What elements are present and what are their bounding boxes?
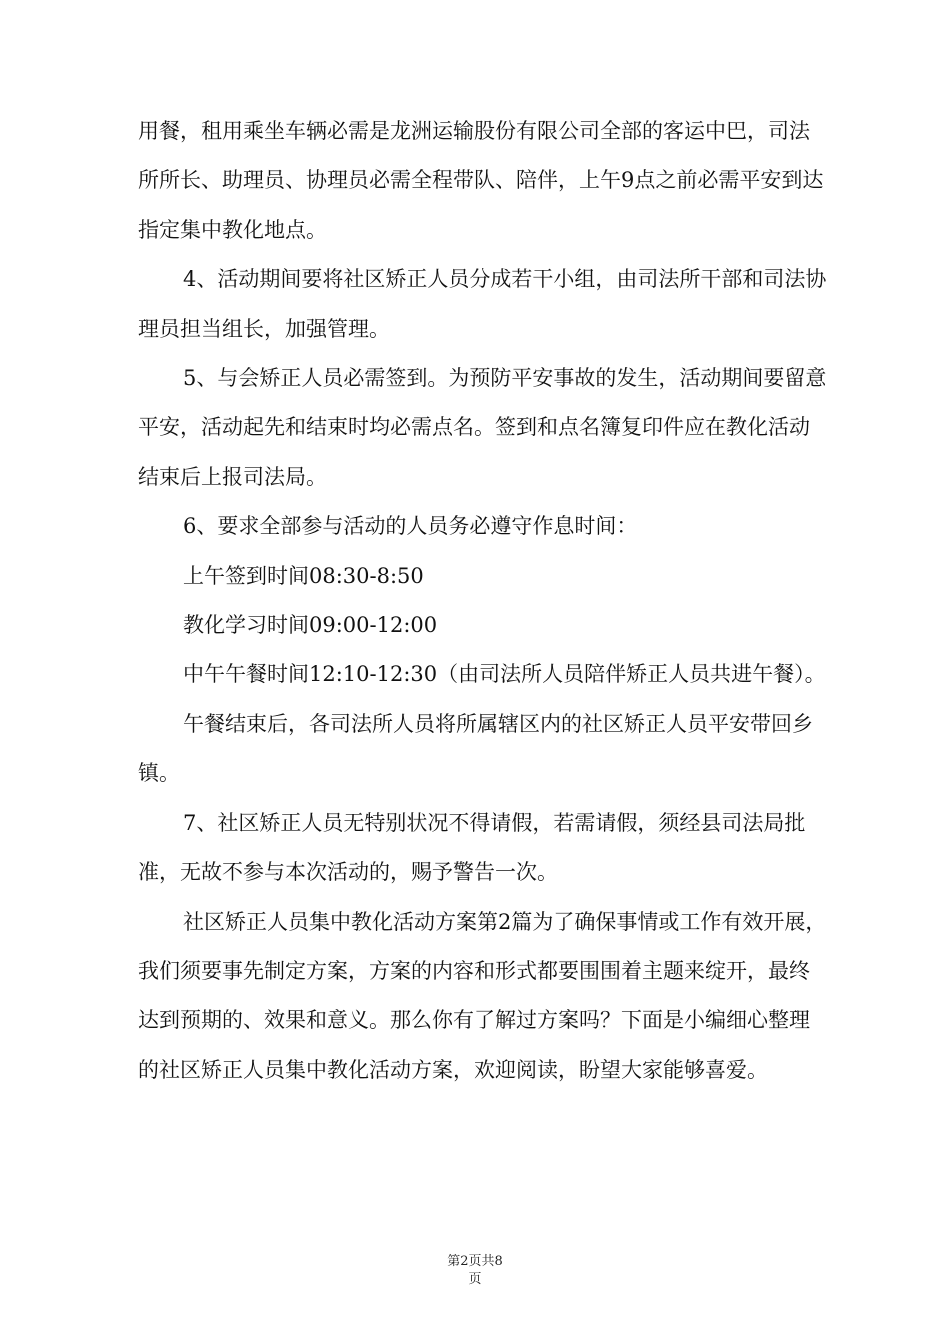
- paragraph-10: 社区矫正人员集中教化活动方案第2篇为了确保事情或工作有效开展，我们须要事先制定方案，方案的内容和形式都要围围着主题来绽开，最终达到预期的、效果和意义。那么你有了解过方案吗？下面是小编细心整理的社区矫正人员集中教化活动方案，欢迎阅读，盼望大家能够喜爱。: [138, 909, 827, 1082]
- page-number-line-2: 页: [468, 1272, 482, 1287]
- paragraph-4: 6、要求全部参与活动的人员务必遵守作息时间：: [183, 514, 638, 539]
- page-footer: [0, 1253, 950, 1289]
- paragraph-8: 午餐结束后，各司法所人员将所属辖区内的社区矫正人员平安带回乡镇。: [138, 711, 813, 786]
- paragraph-9: 7、社区矫正人员无特别状况不得请假，若需请假，须经县司法局批准，无故不参与本次活动的，赐予警告一次。: [138, 810, 806, 885]
- paragraph-7: 中午午餐时间12:10-12:30（由司法所人员陪伴矫正人员共进午餐）。: [183, 662, 826, 687]
- paragraph-3: 5、与会矫正人员必需签到。为预防平安事故的发生，活动期间要留意平安，活动起先和结束时均必需点名。签到和点名簿复印件应在教化活动结束后上报司法局。: [138, 366, 827, 489]
- paragraph-1: 用餐，租用乘坐车辆必需是龙洲运输股份有限公司全部的客运中巴，司法所所长、助理员、协理员必需全程带队、陪伴，上午9点之前必需平安到达指定集中教化地点。: [138, 119, 824, 242]
- page-number-line-1: 第2页共8: [447, 1254, 503, 1269]
- document-body: [138, 107, 828, 1095]
- paragraph-5: 上午签到时间08:30-8:50: [183, 563, 424, 588]
- paragraph-2: 4、活动期间要将社区矫正人员分成若干小组，由司法所干部和司法协理员担当组长，加强管理。: [138, 267, 827, 341]
- paragraph-6: 教化学习时间09:00-12:00: [183, 613, 438, 638]
